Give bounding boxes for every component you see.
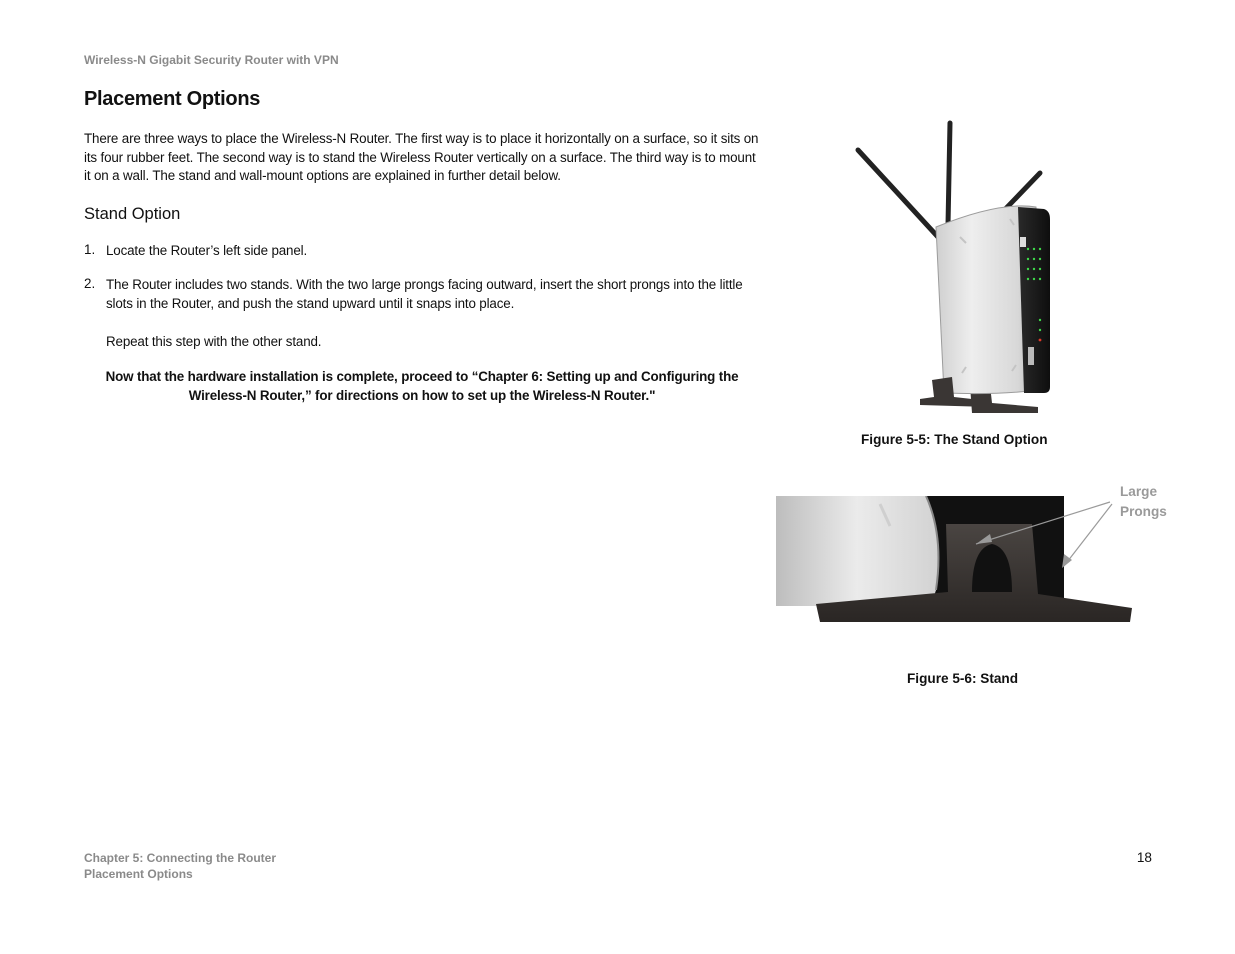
step-2-number: 2. (84, 276, 96, 291)
footer-section: Placement Options (84, 867, 193, 881)
step-1-text: Locate the Router’s left side panel. (106, 243, 308, 258)
repeat-step-text: Repeat this step with the other stand. (106, 334, 322, 349)
stand-option-heading: Stand Option (84, 205, 181, 223)
intro-paragraph: There are three ways to place the Wireless-N Router. The first way is to place it horizontally on a surface, so it sits on its four rubber feet. The second way is to stand the Wireless Router vertically on a surface. The third way is to mount it on a wall. The stand and wall-mount options are explained in further detail below. (84, 131, 759, 183)
page-number: 18 (1136, 850, 1152, 865)
large-prongs-callout (1120, 482, 1167, 522)
figure-stand-option (840, 115, 1090, 425)
figure-5-5-caption: Figure 5-5: The Stand Option (861, 432, 1048, 447)
callout-line-2: Prongs (1120, 504, 1167, 519)
callout-line-1: Large (1120, 484, 1158, 499)
page-title: Placement Options (84, 88, 261, 110)
callout-leader-lines (960, 496, 1120, 576)
step-2-text: The Router includes two stands. With the two large prongs facing outward, insert the short prongs into the little slots in the Router, and push the stand upward until it snaps into place. (106, 277, 743, 311)
router-standing-image (840, 115, 1090, 425)
step-1-number: 1. (84, 242, 96, 257)
figure-5-6-caption: Figure 5-6: Stand (907, 671, 1019, 686)
next-chapter-note: Now that the hardware installation is complete, proceed to “Chapter 6: Setting up and Configuring the Wireless-N Router,” for directions on how to set up the Wireless-N Router." (105, 369, 739, 403)
footer (84, 850, 276, 882)
footer-chapter: Chapter 5: Connecting the Router (84, 851, 277, 865)
running-header: Wireless-N Gigabit Security Router with VPN (84, 53, 339, 67)
